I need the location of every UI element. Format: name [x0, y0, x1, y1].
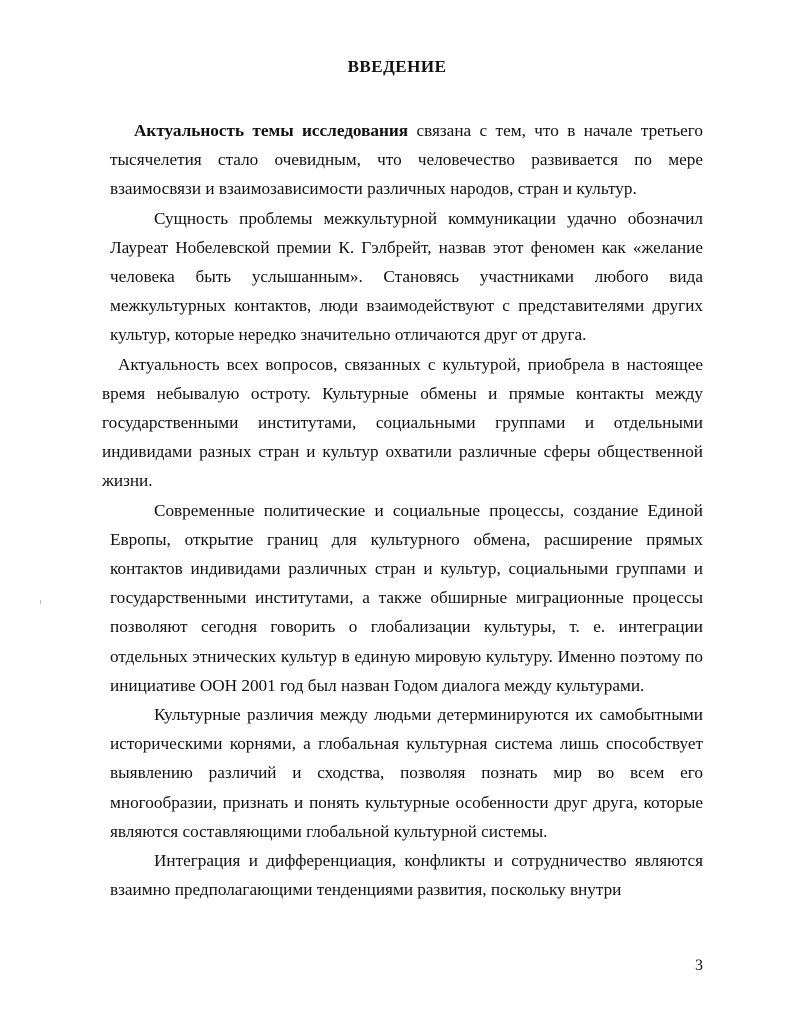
paragraph-relevance	[110, 116, 703, 204]
relevance-text: связана с тем, что в начале третьего тысячелетия стало очевидным, что человечество развивается по мере взаимосвязи и взаимозависимости различных народов, стран и культур.	[110, 121, 703, 199]
paragraph-culture-questions: Актуальность всех вопросов, связанных с культурой, приобрела в настоящее время небывалую остроту. Культурные обмены и прямые контакты между государственными институтами, социальными группами и отдельными индивидами разных стран и культур охватили различные сферы общественной жизни.	[102, 354, 703, 491]
body-text	[102, 116, 703, 904]
scan-margin-mark	[40, 600, 41, 604]
paragraph-integration: Интеграция и дифференциация, конфликты и сотрудничество являются взаимно предполагающими тенденциями развития, поскольку внутри	[110, 851, 703, 900]
page-number: 3	[695, 957, 703, 974]
paragraph-globalization: Современные политические и социальные процессы, создание Единой Европы, открытие границ для культурного обмена, расширение прямых контактов индивидами различных стран и культур, социальными группами и государственными институтами, а также обширные миграционные процессы позволяют сегодня говорить о глобализации культуры, т. е. интеграции отдельных этнических культур в единую мировую культуру. Именно поэтому по инициативе ООН 2001 год был назван Годом диалога между культурами.	[110, 500, 703, 695]
page-title: ВВЕДЕНИЕ	[347, 57, 447, 76]
paragraph-intercultural-problem: Сущность проблемы межкультурной коммуникации удачно обозначил Лауреат Нобелевской премии К. Гэлбрейт, назвав этот феномен как «желание человека быть услышанным». Становясь участниками любого вида межкультурных контактов, люди взаимодействуют с представителями других культур, которые нередко значительно отличаются друг от друга.	[110, 208, 703, 345]
relevance-lead: Актуальность темы исследования	[134, 121, 409, 140]
paragraph-cultural-differences: Культурные различия между людьми детерминируются их самобытными историческими корнями, а глобальная культурная система лишь способствует выявлению различий и сходства, позволяя познать мир во всем его многообразии, признать и понять культурные особенности друг друга, которые являются составляющими глобальной культурной системы.	[110, 705, 703, 841]
